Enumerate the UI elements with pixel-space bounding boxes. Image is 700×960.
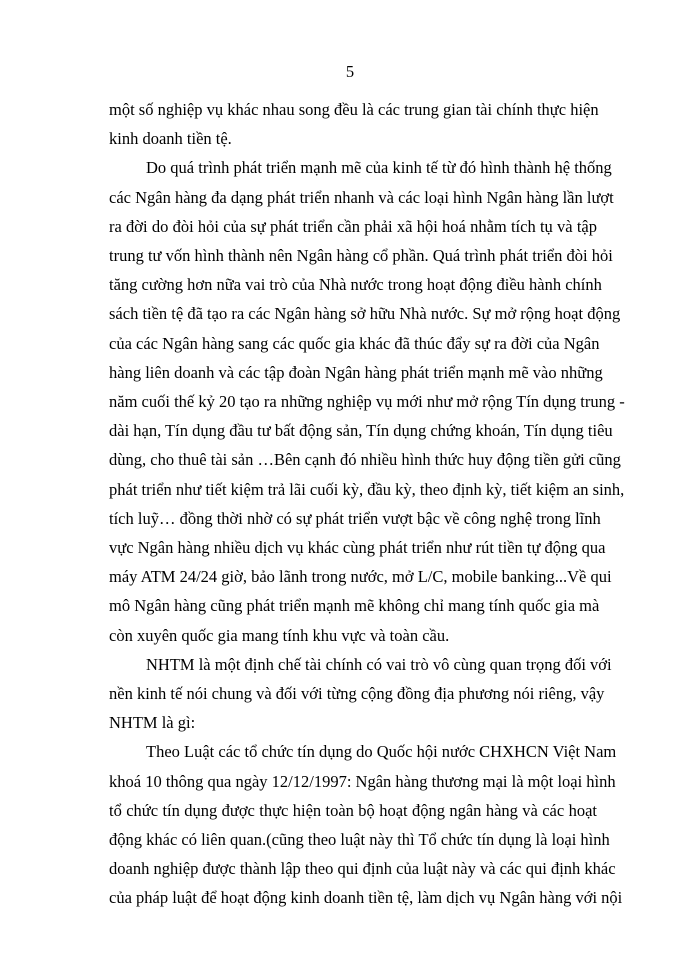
text-line: hàng liên doanh và các tập đoàn Ngân hàng phát triển mạnh mẽ vào những: [109, 362, 603, 382]
text-line: NHTM là một định chế tài chính có vai trò vô cùng quan trọng đối với: [146, 654, 612, 674]
text-line: nền kinh tế nói chung và đối với từng cộng đồng địa phương nói riêng, vậy: [109, 684, 605, 703]
text-line: trung tư vốn hình thành nên Ngân hàng cổ phần. Quá trình phát triển đòi hỏi: [109, 246, 613, 265]
text-line: máy ATM 24/24 giờ, bảo lãnh trong nước, mở L/C, mobile banking...Về qui: [109, 567, 612, 587]
page-number: 5: [345, 62, 355, 81]
text-line: ra đời do đòi hỏi của sự phát triển cần phải xã hội hoá nhằm tích tụ và tập: [109, 216, 597, 236]
text-line: của pháp luật để hoạt động kinh doanh tiền tệ, làm dịch vụ Ngân hàng với nội: [109, 888, 623, 908]
text-line: khoá 10 thông qua ngày 12/12/1997: Ngân hàng thương mại là một loại hình: [109, 771, 616, 791]
text-line: động khác có liên quan.(cũng theo luật này thì Tổ chức tín dụng là loại hình: [109, 830, 610, 849]
text-line: các Ngân hàng đa dạng phát triển nhanh và các loại hình Ngân hàng lần lượt: [109, 187, 614, 207]
text-line: còn xuyên quốc gia mang tính khu vực và toàn cầu.: [109, 625, 450, 645]
text-line: mô Ngân hàng cũng phát triển mạnh mẽ không chỉ mang tính quốc gia mà: [109, 596, 600, 616]
text-line: sách tiền tệ đã tạo ra các Ngân hàng sở hữu Nhà nước. Sự mở rộng hoạt động: [109, 304, 621, 324]
text-line: Do quá trình phát triển mạnh mẽ của kinh tế từ đó hình thành hệ thống: [146, 158, 612, 178]
text-line: kinh doanh tiền tệ.: [109, 129, 232, 149]
text-line: NHTM là gì:: [109, 713, 196, 733]
text-line: dùng, cho thuê tài sản …Bên cạnh đó nhiều hình thức huy động tiền gửi cũng: [109, 450, 621, 470]
text-line: một số nghiệp vụ khác nhau song đều là các trung gian tài chính thực hiện: [109, 100, 599, 119]
text-line: năm cuối thế kỷ 20 tạo ra những nghiệp vụ mới như mở rộng Tín dụng trung -: [109, 392, 625, 411]
text-line: của các Ngân hàng sang các quốc gia khác đã thúc đẩy sự ra đời của Ngân: [109, 333, 600, 353]
text-line: tăng cường hơn nữa vai trò của Nhà nước trong hoạt động điều hành chính: [109, 275, 602, 295]
text-line: tổ chức tín dụng được thực hiện toàn bộ hoạt động ngân hàng và các hoạt: [109, 800, 597, 820]
text-line: phát triển như tiết kiệm trả lãi cuối kỳ, đầu kỳ, theo định kỳ, tiết kiệm an sinh,: [109, 479, 625, 499]
text-line: doanh nghiệp được thành lập theo qui định của luật này và các qui định khác: [109, 859, 616, 879]
text-line: tích luỹ… đồng thời nhờ có sự phát triển vượt bậc về công nghệ trong lĩnh: [109, 508, 601, 528]
text-line: Theo Luật các tổ chức tín dụng do Quốc hội nước CHXHCN Việt Nam: [146, 742, 617, 762]
text-line: dài hạn, Tín dụng đầu tư bất động sản, Tín dụng chứng khoán, Tín dụng tiêu: [109, 421, 613, 441]
text-line: vực Ngân hàng nhiều dịch vụ khác cùng phát triển như rút tiền tự động qua: [109, 538, 606, 557]
